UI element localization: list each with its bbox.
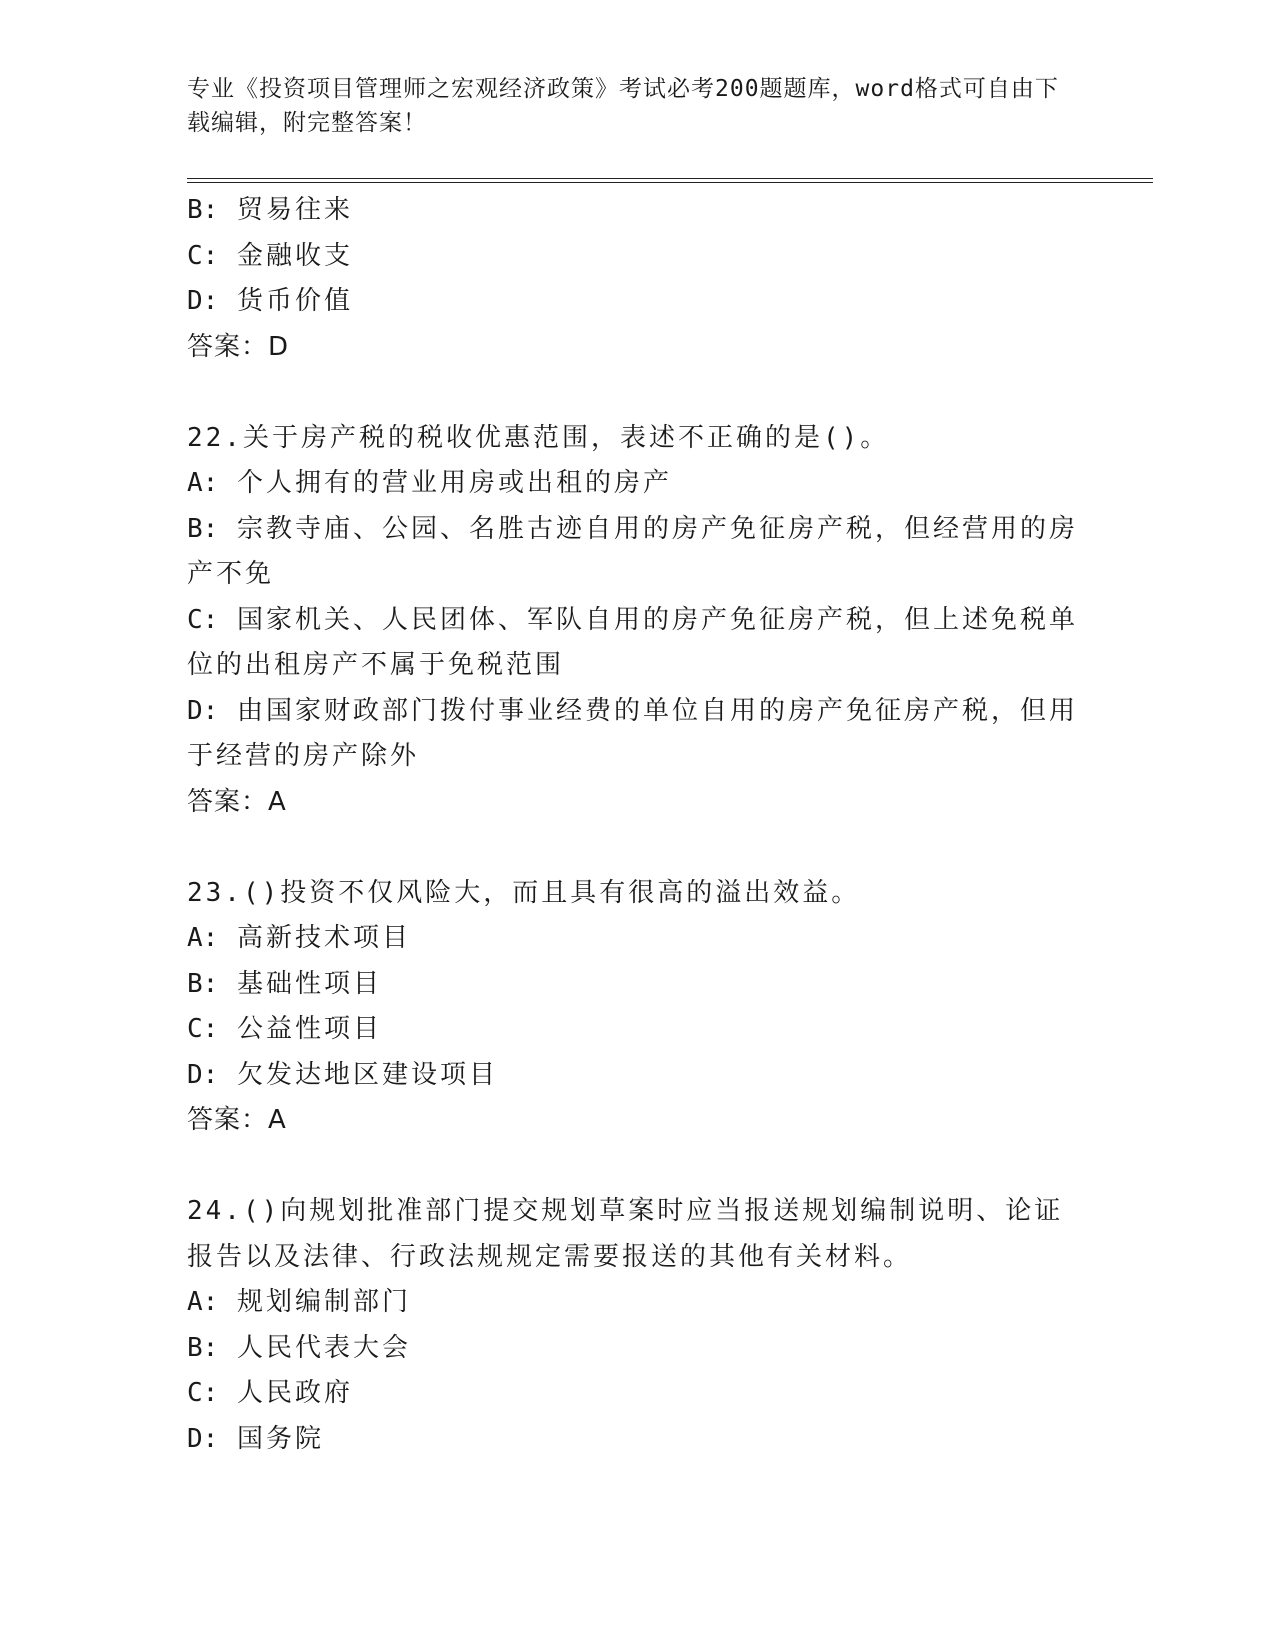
option-a: A: 规划编制部门: [187, 1287, 411, 1317]
answer: 答案：A: [187, 786, 287, 817]
option-c: C: 人民政府: [187, 1378, 353, 1408]
carryover-question: [187, 188, 1087, 370]
spacer: [187, 1144, 1087, 1190]
option-b: B: 宗教寺庙、公园、名胜古迹自用的房产免征房产税，但经营用的房产不免: [187, 513, 1078, 589]
question-23: [187, 871, 1087, 1144]
option-c: C: 金融收支: [187, 240, 353, 271]
spacer: [187, 370, 1087, 416]
option-c: C: 国家机关、人民团体、军队自用的房产免征房产税，但上述免税单位的出租房产不属于免税范围: [187, 604, 1078, 680]
spacer: [187, 825, 1087, 871]
question-22: [187, 416, 1087, 826]
answer: 答案：D: [187, 331, 290, 362]
option-d: D: 货币价值: [187, 286, 353, 316]
option-d: D: 由国家财政部门拨付事业经费的单位自用的房产免征房产税，但用于经营的房产除外: [187, 695, 1078, 771]
document-header: 专业《投资项目管理师之宏观经济政策》考试必考200题题库，word格式可自由下载编辑，附完整答案！: [187, 76, 1059, 136]
question-content: [187, 188, 1087, 1462]
option-d: D: 欠发达地区建设项目: [187, 1059, 498, 1090]
answer: 答案：A: [187, 1105, 287, 1135]
option-d: D: 国务院: [187, 1423, 324, 1454]
option-c: C: 公益性项目: [187, 1014, 382, 1044]
question-stem: 24.()向规划批准部门提交规划草案时应当报送规划编制说明、论证报告以及法律、行政法规规定需要报送的其他有关材料。: [187, 1196, 1064, 1272]
header-rule-top: [187, 178, 1153, 179]
question-24: [187, 1189, 1087, 1462]
option-a: A: 高新技术项目: [187, 923, 411, 953]
option-b: B: 基础性项目: [187, 968, 382, 999]
option-a: A: 个人拥有的营业用房或出租的房产: [187, 468, 672, 498]
option-b: B: 贸易往来: [187, 195, 353, 225]
question-stem: 22.关于房产税的税收优惠范围，表述不正确的是()。: [187, 422, 890, 453]
question-stem: 23.()投资不仅风险大，而且具有很高的溢出效益。: [187, 877, 861, 908]
header-rule-bottom: [187, 182, 1153, 183]
option-b: B: 人民代表大会: [187, 1332, 411, 1363]
